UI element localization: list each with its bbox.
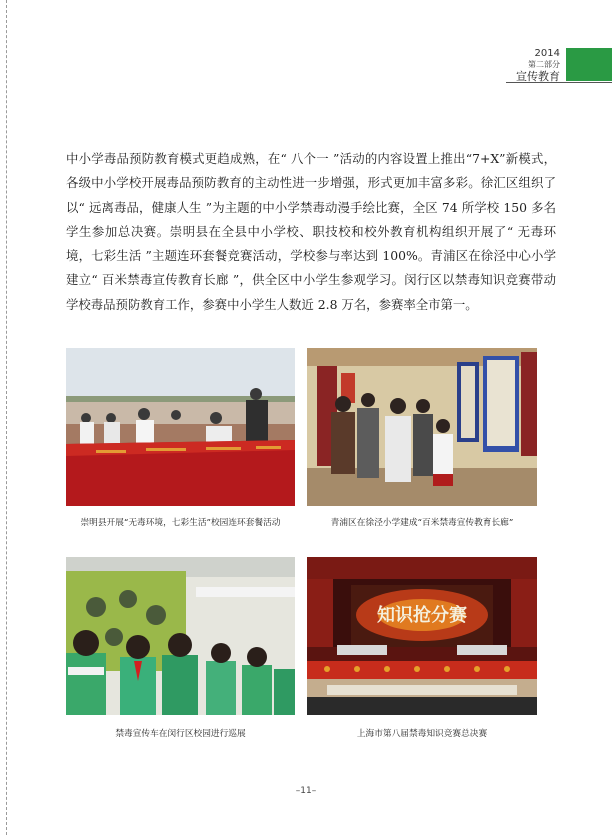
header-part: 第二部分 — [528, 60, 560, 69]
page-number: –11– — [295, 786, 317, 796]
header-green-tab — [566, 48, 612, 81]
photo-caption: 上海市第八届禁毒知识竞赛总决赛 — [356, 729, 488, 739]
photo-caption: 禁毒宣传车在闵行区校园进行巡展 — [115, 729, 246, 739]
photo-chongming-event — [66, 348, 295, 506]
running-header — [516, 48, 560, 84]
body-paragraph: 中小学毒品预防教育模式更趋成熟，在“ 八个一 ”活动的内容设置上推出“7+X”新模式，各级中小学校开展毒品预防教育的主动性进一步增强，形式更加丰富多彩。徐汇区组织了以“ 远离毒品，健康人生 ”为主题的中小学禁毒动漫手绘比赛，全区 74 所学校 150 多名学生参加总决赛。崇明县在全县中小学校、职技校和校外教育机构组织开展了“ 无毒环境，七彩生活 ”主题连环套餐竞赛活动，学校参与率达到 100%。青浦区在徐泾中心小学建立“ 百米禁毒宣传教育长廊 ”，供全区中小学生参观学习。闵行区以禁毒知识竞赛带动学校毒品预防教育工作，参赛中小学生人数近 2.8 万名，参赛率全市第一。 — [66, 151, 556, 312]
header-rule — [506, 82, 612, 83]
photo-minhang-exhibition — [66, 557, 295, 715]
photo-caption: 崇明县开展“无毒环境，七彩生活”校园连环套餐活动 — [80, 518, 281, 528]
photo-caption: 青浦区在徐泾小学建成“百米禁毒宣传教育长廊” — [330, 518, 514, 528]
binding-margin-line — [6, 0, 7, 835]
screen-title: 知识抢分赛 — [377, 605, 467, 626]
photo-quiz-final — [307, 557, 537, 715]
header-section: 宣传教育 — [516, 70, 560, 83]
header-year: 2014 — [534, 48, 560, 59]
photo-qingpu-corridor — [307, 348, 537, 506]
